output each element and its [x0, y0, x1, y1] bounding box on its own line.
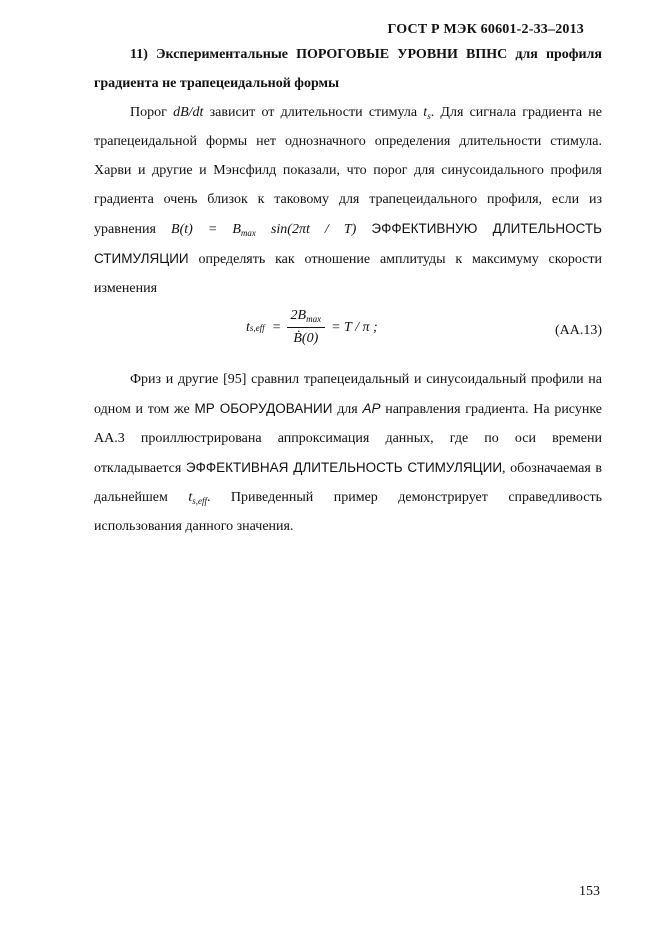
equation-number: (AA.13) [554, 323, 602, 338]
para2-text-2: для [332, 402, 363, 417]
para1-text-4 [356, 222, 371, 237]
defined-term-ap: АР [362, 401, 381, 416]
ts-symbol: t [423, 105, 428, 120]
para1-text-1: Порог [130, 105, 174, 120]
formula-rhs: = T / π ; [331, 319, 378, 335]
formula-aa13: t s,eff = $\frac{2B_{max}}{\text{Ḃ(0)}}$ = T / π ; [246, 308, 378, 346]
para2-text-1: Фриз и другие [95] сравнил трапецеидальный и синусоидальный профили на одном и том же [94, 372, 602, 417]
numerator-text: 2B [290, 308, 307, 323]
section-title: 11) Экспериментальные ПОРОГОВЫЕ УРОВНИ ВПНС для профиля градиента не трапецеидальной формы [94, 47, 602, 91]
tseff-symbol: t [188, 490, 193, 505]
formula-fraction [287, 307, 326, 348]
formula-block [94, 303, 602, 365]
dbdt-symbol: dB/dt [173, 105, 204, 120]
para2-text-4: , обозначаемая в дальнейшем [94, 461, 603, 505]
para2-text-3: направления градиента. На рисунке АА.3 проиллюстрирована аппроксимация данных, где по оси времени откладывается [94, 402, 602, 476]
inline-equation-tail: sin(2πt / T) [255, 222, 357, 237]
document-header: ГОСТ Р МЭК 60601-2-33–2013 [387, 22, 584, 37]
para2-text-5: . Приведенный пример демонстрирует справедливость использования данного значения. [94, 490, 602, 534]
ts-subscript: s [427, 111, 431, 121]
numerator-subscript: max [306, 314, 322, 324]
fraction-numerator [287, 307, 326, 328]
paragraph-2 [94, 365, 602, 541]
page-number: 153 [579, 884, 600, 899]
inline-equation-subscript: max [240, 228, 256, 238]
defined-term-effective-duration-2: ЭФФЕКТИВНАЯ ДЛИТЕЛЬНОСТЬ СТИМУЛЯЦИИ [185, 460, 503, 475]
defined-term-effective-duration: ЭФФЕКТИВНУЮ ДЛИТЕЛЬНОСТЬ СТИМУЛЯЦИИ [94, 221, 603, 266]
defined-term-mr-equipment: МР ОБОРУДОВАНИИ [194, 401, 333, 416]
formula-equals: = [272, 319, 281, 335]
page-body [94, 40, 602, 541]
tseff-subscript: s,eff [192, 496, 207, 506]
paragraph-1 [94, 98, 602, 303]
inline-equation: B(t) = B [171, 222, 241, 237]
para1-text-5: определять как отношение амплитуды к максимуму скорости изменения [94, 252, 602, 296]
para1-text-3: . Для сигнала градиента не трапецеидальной формы нет однозначного определения длительности стимула. Харви и другие и Мэнсфилд показали, что порог для синусоидального профиля градиента очень близок к таковому для трапецеидального профиля, если из уравнения [94, 105, 602, 237]
fraction-denominator: Ḃ(0) [293, 331, 319, 346]
formula-lhs: t [246, 319, 250, 335]
para1-text-2: зависит от длительности стимула [203, 105, 424, 120]
